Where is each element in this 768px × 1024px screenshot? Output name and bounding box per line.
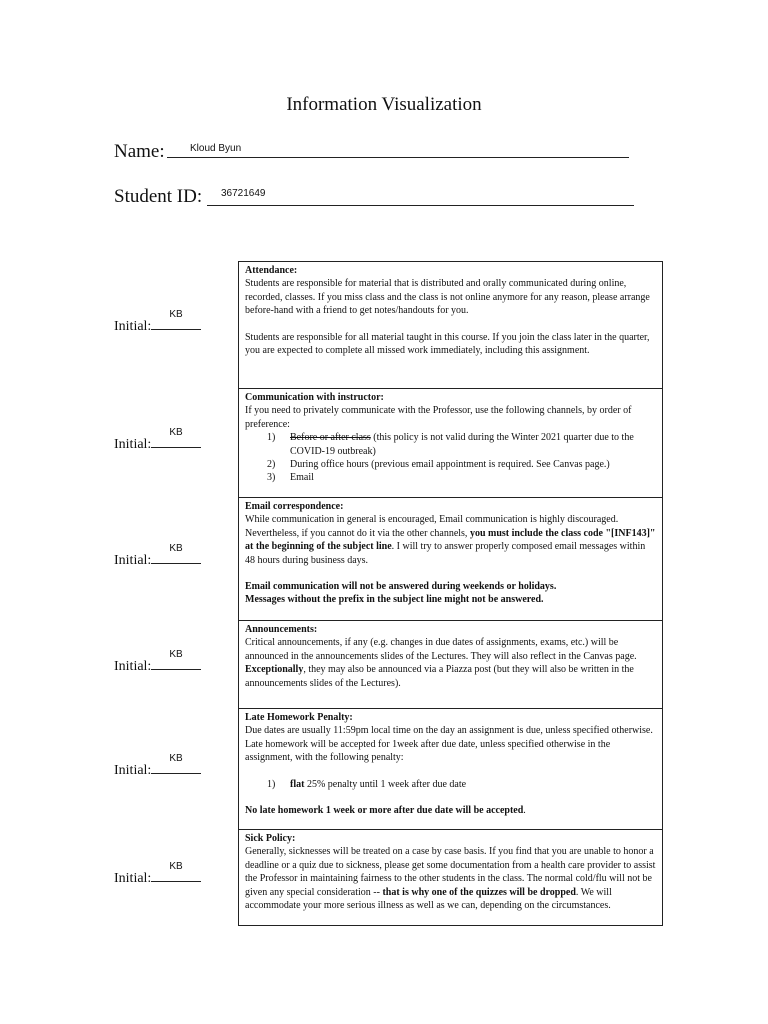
initial-field[interactable]: KB [151, 761, 201, 774]
initial-communication: Initial: KB [114, 435, 201, 453]
initial-sick-policy: Initial: KB [114, 869, 201, 887]
sick-policy-paragraph: Generally, sicknesses will be treated on a case by case basis. If you find that you are unable to honor a deadline or a quiz due to sickness, please get some documentation from a health care provider to assist the Professor in maintaining fairness to the other students in the class. The normal cold/flu will not be given any special consideration -- that is why one of the quizzes will be dropped. We will accommodate your more serious illness as well as we can, depending on the circumstances. [245, 846, 656, 912]
initial-field[interactable]: KB [151, 657, 201, 670]
initial-field[interactable]: KB [151, 551, 201, 564]
late-homework-heading: Late Homework Penalty: [245, 712, 353, 723]
email-heading: Email correspondence: [245, 501, 344, 512]
announcements-paragraph: Critical announcements, if any (e.g. changes in due dates of assignments, exams, etc.) will be announced in the announcements slides of the Lectures. They will also reflect in the Canvas page. Exceptionally, they may also be announced via a Piazza post (but they will also be written in the announcements slides of the Lectures). [245, 637, 637, 689]
communication-section [239, 389, 662, 498]
email-weekend-notice: Email communication will not be answered during weekends or holidays. [245, 581, 557, 593]
student-id-value: 36721649 [221, 188, 266, 199]
initial-attendance: Initial: KB [114, 317, 201, 335]
student-id-label: Student ID: [114, 186, 203, 207]
announcements-heading: Announcements: [245, 624, 318, 635]
initial-field[interactable]: KB [151, 317, 201, 330]
attendance-paragraph-1: Students are responsible for material that is distributed and orally communicated during online, recorded, classes. If you miss class and the class is not online anymore for any reason, please arrange before-hand with a friend to get notes/handouts for you. [245, 278, 650, 317]
sick-policy-section [239, 830, 662, 925]
late-penalty-list [245, 778, 657, 791]
attendance-section [239, 262, 662, 389]
email-paragraph: While communication in general is encouraged, Email communication is highly discouraged. Nevertheless, if you cannot do it via the other channels, you must include the class code "[INF143]" at the beginning of the subject line. I will try to answer properly composed email messages within 48 hours during business days. [245, 514, 656, 566]
attendance-paragraph-2: Students are responsible for all material taught in this course. If you join the class later in the quarter, you are expected to complete all missed work immediately, including this assignment. [245, 331, 650, 357]
student-id-field-line[interactable] [207, 205, 634, 206]
policy-table [238, 261, 663, 926]
sick-policy-heading: Sick Policy: [245, 833, 296, 844]
list-item: 3) Email [267, 472, 314, 484]
list-item: 1) Before or after class (this policy is not valid during the Winter 2021 quarter due to the COVID-19 outbreak) [267, 432, 634, 457]
late-homework-paragraph: Due dates are usually 11:59pm local time on the day an assignment is due, unless specified otherwise. Late homework will be accepted for 1week after due date, unless specified otherwise in the assignment, with the following penalty: [245, 725, 653, 764]
page-title: Information Visualization [286, 94, 482, 115]
initial-field[interactable]: KB [151, 435, 201, 448]
name-field-line[interactable] [167, 157, 629, 158]
list-item: 1) flat 25% penalty until 1 week after due date [267, 778, 467, 790]
announcements-section [239, 621, 662, 709]
email-section [239, 498, 662, 621]
initial-announcements: Initial: KB [114, 657, 201, 675]
initial-field[interactable]: KB [151, 869, 201, 882]
struck-text: Before or after class [290, 432, 371, 444]
communication-intro: If you need to privately communicate with the Professor, use the following channels, by order of preference: [245, 405, 632, 430]
communication-channel-list [245, 431, 657, 485]
communication-heading: Communication with instructor: [245, 392, 384, 403]
name-value: Kloud Byun [190, 143, 242, 154]
email-prefix-notice: Messages without the prefix in the subject line might not be answered. [245, 594, 544, 606]
late-homework-final: No late homework 1 week or more after due date will be accepted. [245, 805, 526, 817]
initial-late-homework: Initial: KB [114, 761, 201, 779]
late-homework-section [239, 709, 662, 830]
name-label: Name: [114, 141, 165, 162]
list-item: 2) During office hours (previous email appointment is required. See Canvas page.) [267, 459, 610, 471]
attendance-heading: Attendance: [245, 265, 298, 276]
initial-email: Initial: KB [114, 551, 201, 569]
